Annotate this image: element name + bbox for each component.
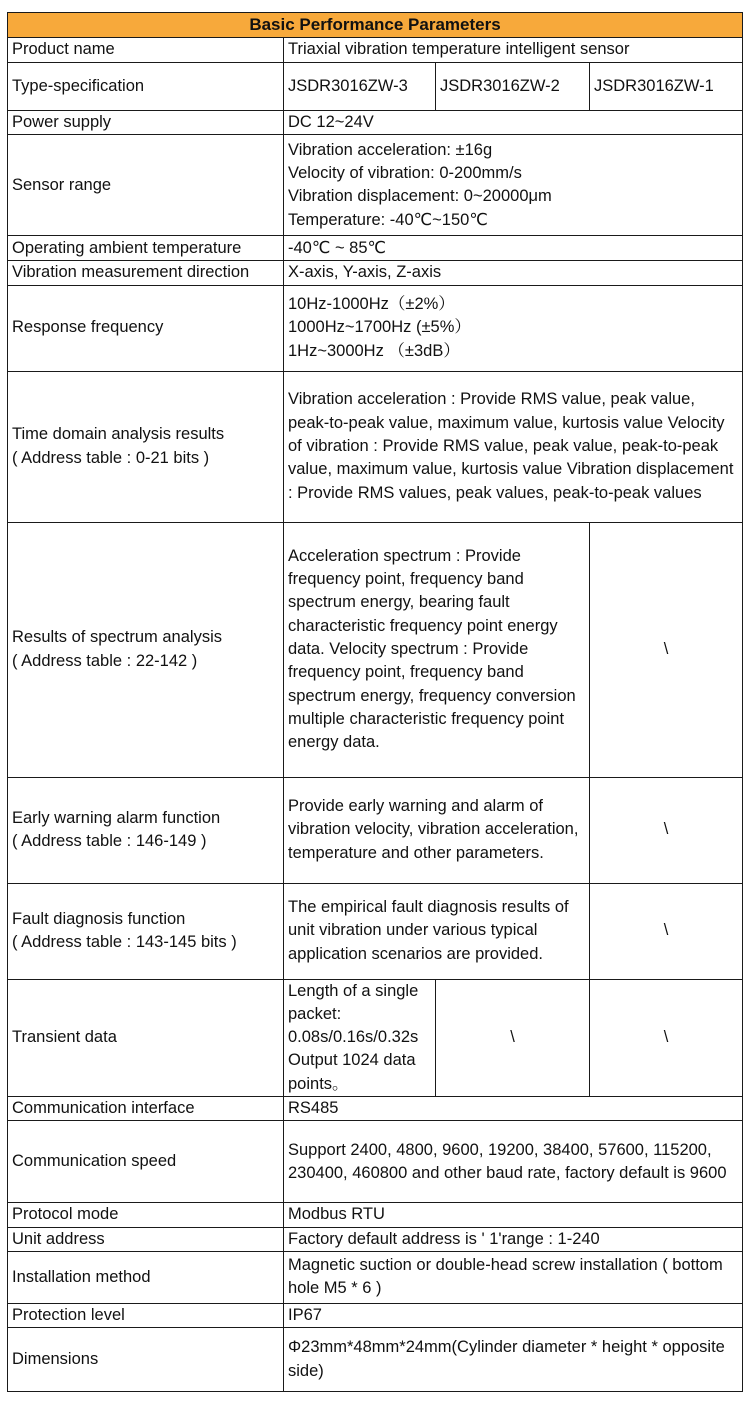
parameters-table bbox=[7, 12, 743, 1392]
row-label: Sensor range bbox=[8, 135, 284, 236]
row-label bbox=[8, 522, 284, 777]
direction-value: X-axis, Y-axis, Z-axis bbox=[284, 261, 743, 285]
table-row bbox=[8, 1121, 743, 1203]
table-row bbox=[8, 1227, 743, 1251]
row-label-address: ( Address table : 22-142 ) bbox=[12, 651, 198, 670]
row-label: Vibration measurement direction bbox=[8, 261, 284, 285]
table-row bbox=[8, 63, 743, 111]
spectrum-na: \ bbox=[590, 522, 743, 777]
response-frequency-line: 10Hz-1000Hz（±2%） bbox=[288, 295, 455, 314]
row-label-address: ( Address table : 143-145 bits ) bbox=[12, 933, 237, 952]
row-label-text: Fault diagnosis function bbox=[12, 909, 186, 928]
table-header-row bbox=[8, 13, 743, 38]
table-row bbox=[8, 1203, 743, 1227]
table-row bbox=[8, 1251, 743, 1303]
table-row bbox=[8, 1328, 743, 1392]
row-label: Protection level bbox=[8, 1303, 284, 1327]
sensor-range-line: Temperature: -40℃~150℃ bbox=[288, 210, 488, 229]
model-3: JSDR3016ZW-3 bbox=[284, 63, 436, 111]
spectrum-value: Acceleration spectrum : Provide frequency point, frequency band spectrum energy, bearing fault characteristic frequency point energy data. Velocity spectrum : Provide frequency point, frequency band spectrum energy, frequency conversion multiple characteristic frequency point energy data. bbox=[284, 522, 590, 777]
row-label: Transient data bbox=[8, 979, 284, 1096]
time-domain-value: Vibration acceleration : Provide RMS value, peak value, peak-to-peak value, maximum value, kurtosis value Velocity of vibration : Provide RMS value, peak value, peak-to-peak value, maximum value, kurtosis value Vibration displacement : Provide RMS values, peak values, peak-to-peak values bbox=[284, 371, 743, 522]
row-label bbox=[8, 883, 284, 979]
row-label: Unit address bbox=[8, 1227, 284, 1251]
row-label-text: Results of spectrum analysis bbox=[12, 628, 222, 647]
table-row bbox=[8, 236, 743, 261]
table-row bbox=[8, 38, 743, 63]
row-label bbox=[8, 777, 284, 883]
fault-diagnosis-value: The empirical fault diagnosis results of unit vibration under various typical application scenarios are provided. bbox=[284, 883, 590, 979]
table-row bbox=[8, 1303, 743, 1327]
table-title: Basic Performance Parameters bbox=[8, 13, 743, 38]
row-label-address: ( Address table : 0-21 bits ) bbox=[12, 448, 210, 467]
table-row bbox=[8, 261, 743, 285]
power-supply-value: DC 12~24V bbox=[284, 111, 743, 135]
transient-na: \ bbox=[590, 979, 743, 1096]
response-frequency-line: 1000Hz~1700Hz (±5%） bbox=[288, 318, 471, 337]
dimensions-value: Φ23mm*48mm*24mm(Cylinder diameter * height * opposite side) bbox=[284, 1328, 743, 1392]
table-row bbox=[8, 135, 743, 236]
sensor-range-line: Velocity of vibration: 0-200mm/s bbox=[288, 164, 522, 182]
row-label-address: ( Address table : 146-149 ) bbox=[12, 832, 207, 851]
transient-na: \ bbox=[436, 979, 590, 1096]
row-label: Communication speed bbox=[8, 1121, 284, 1203]
table-row bbox=[8, 522, 743, 777]
model-1: JSDR3016ZW-1 bbox=[590, 63, 743, 111]
sensor-range-line: Vibration displacement: 0~20000μm bbox=[288, 187, 552, 206]
product-name-value: Triaxial vibration temperature intelligent sensor bbox=[284, 38, 743, 63]
early-warning-na: \ bbox=[590, 777, 743, 883]
row-label-text: Time domain analysis results bbox=[12, 425, 225, 444]
row-label: Response frequency bbox=[8, 285, 284, 371]
row-label: Type-specification bbox=[8, 63, 284, 111]
row-label bbox=[8, 371, 284, 522]
unit-address-value: Factory default address is ' 1'range : 1-240 bbox=[284, 1227, 743, 1251]
comm-interface-value: RS485 bbox=[284, 1097, 743, 1121]
table-row bbox=[8, 777, 743, 883]
early-warning-value: Provide early warning and alarm of vibration velocity, vibration acceleration, temperature and other parameters. bbox=[284, 777, 590, 883]
comm-speed-value: Support 2400, 4800, 9600, 19200, 38400, 57600, 115200, 230400, 460800 and other baud rate, factory default is 9600 bbox=[284, 1121, 743, 1203]
transient-value: Length of a single packet: 0.08s/0.16s/0.32s Output 1024 data points。 bbox=[284, 979, 436, 1096]
row-label: Protocol mode bbox=[8, 1203, 284, 1227]
protocol-value: Modbus RTU bbox=[284, 1203, 743, 1227]
row-label-text: Early warning alarm function bbox=[12, 808, 221, 827]
response-frequency-value bbox=[284, 285, 743, 371]
row-label: Operating ambient temperature bbox=[8, 236, 284, 261]
table-row bbox=[8, 1097, 743, 1121]
table-row bbox=[8, 285, 743, 371]
protection-value: IP67 bbox=[284, 1303, 743, 1327]
row-label: Product name bbox=[8, 38, 284, 63]
fault-diagnosis-na: \ bbox=[590, 883, 743, 979]
table-row bbox=[8, 883, 743, 979]
row-label: Communication interface bbox=[8, 1097, 284, 1121]
response-frequency-line: 1Hz~3000Hz （±3dB） bbox=[288, 341, 460, 360]
row-label: Dimensions bbox=[8, 1328, 284, 1392]
installation-value: Magnetic suction or double-head screw installation ( bottom hole M5 * 6 ) bbox=[284, 1251, 743, 1303]
sensor-range-line: Vibration acceleration: ±16g bbox=[288, 140, 493, 159]
sensor-range-value bbox=[284, 135, 743, 236]
operating-temp-value: -40℃ ~ 85℃ bbox=[284, 236, 743, 261]
table-row bbox=[8, 371, 743, 522]
model-2: JSDR3016ZW-2 bbox=[436, 63, 590, 111]
table-row bbox=[8, 111, 743, 135]
table-row bbox=[8, 979, 743, 1096]
row-label: Installation method bbox=[8, 1251, 284, 1303]
row-label: Power supply bbox=[8, 111, 284, 135]
